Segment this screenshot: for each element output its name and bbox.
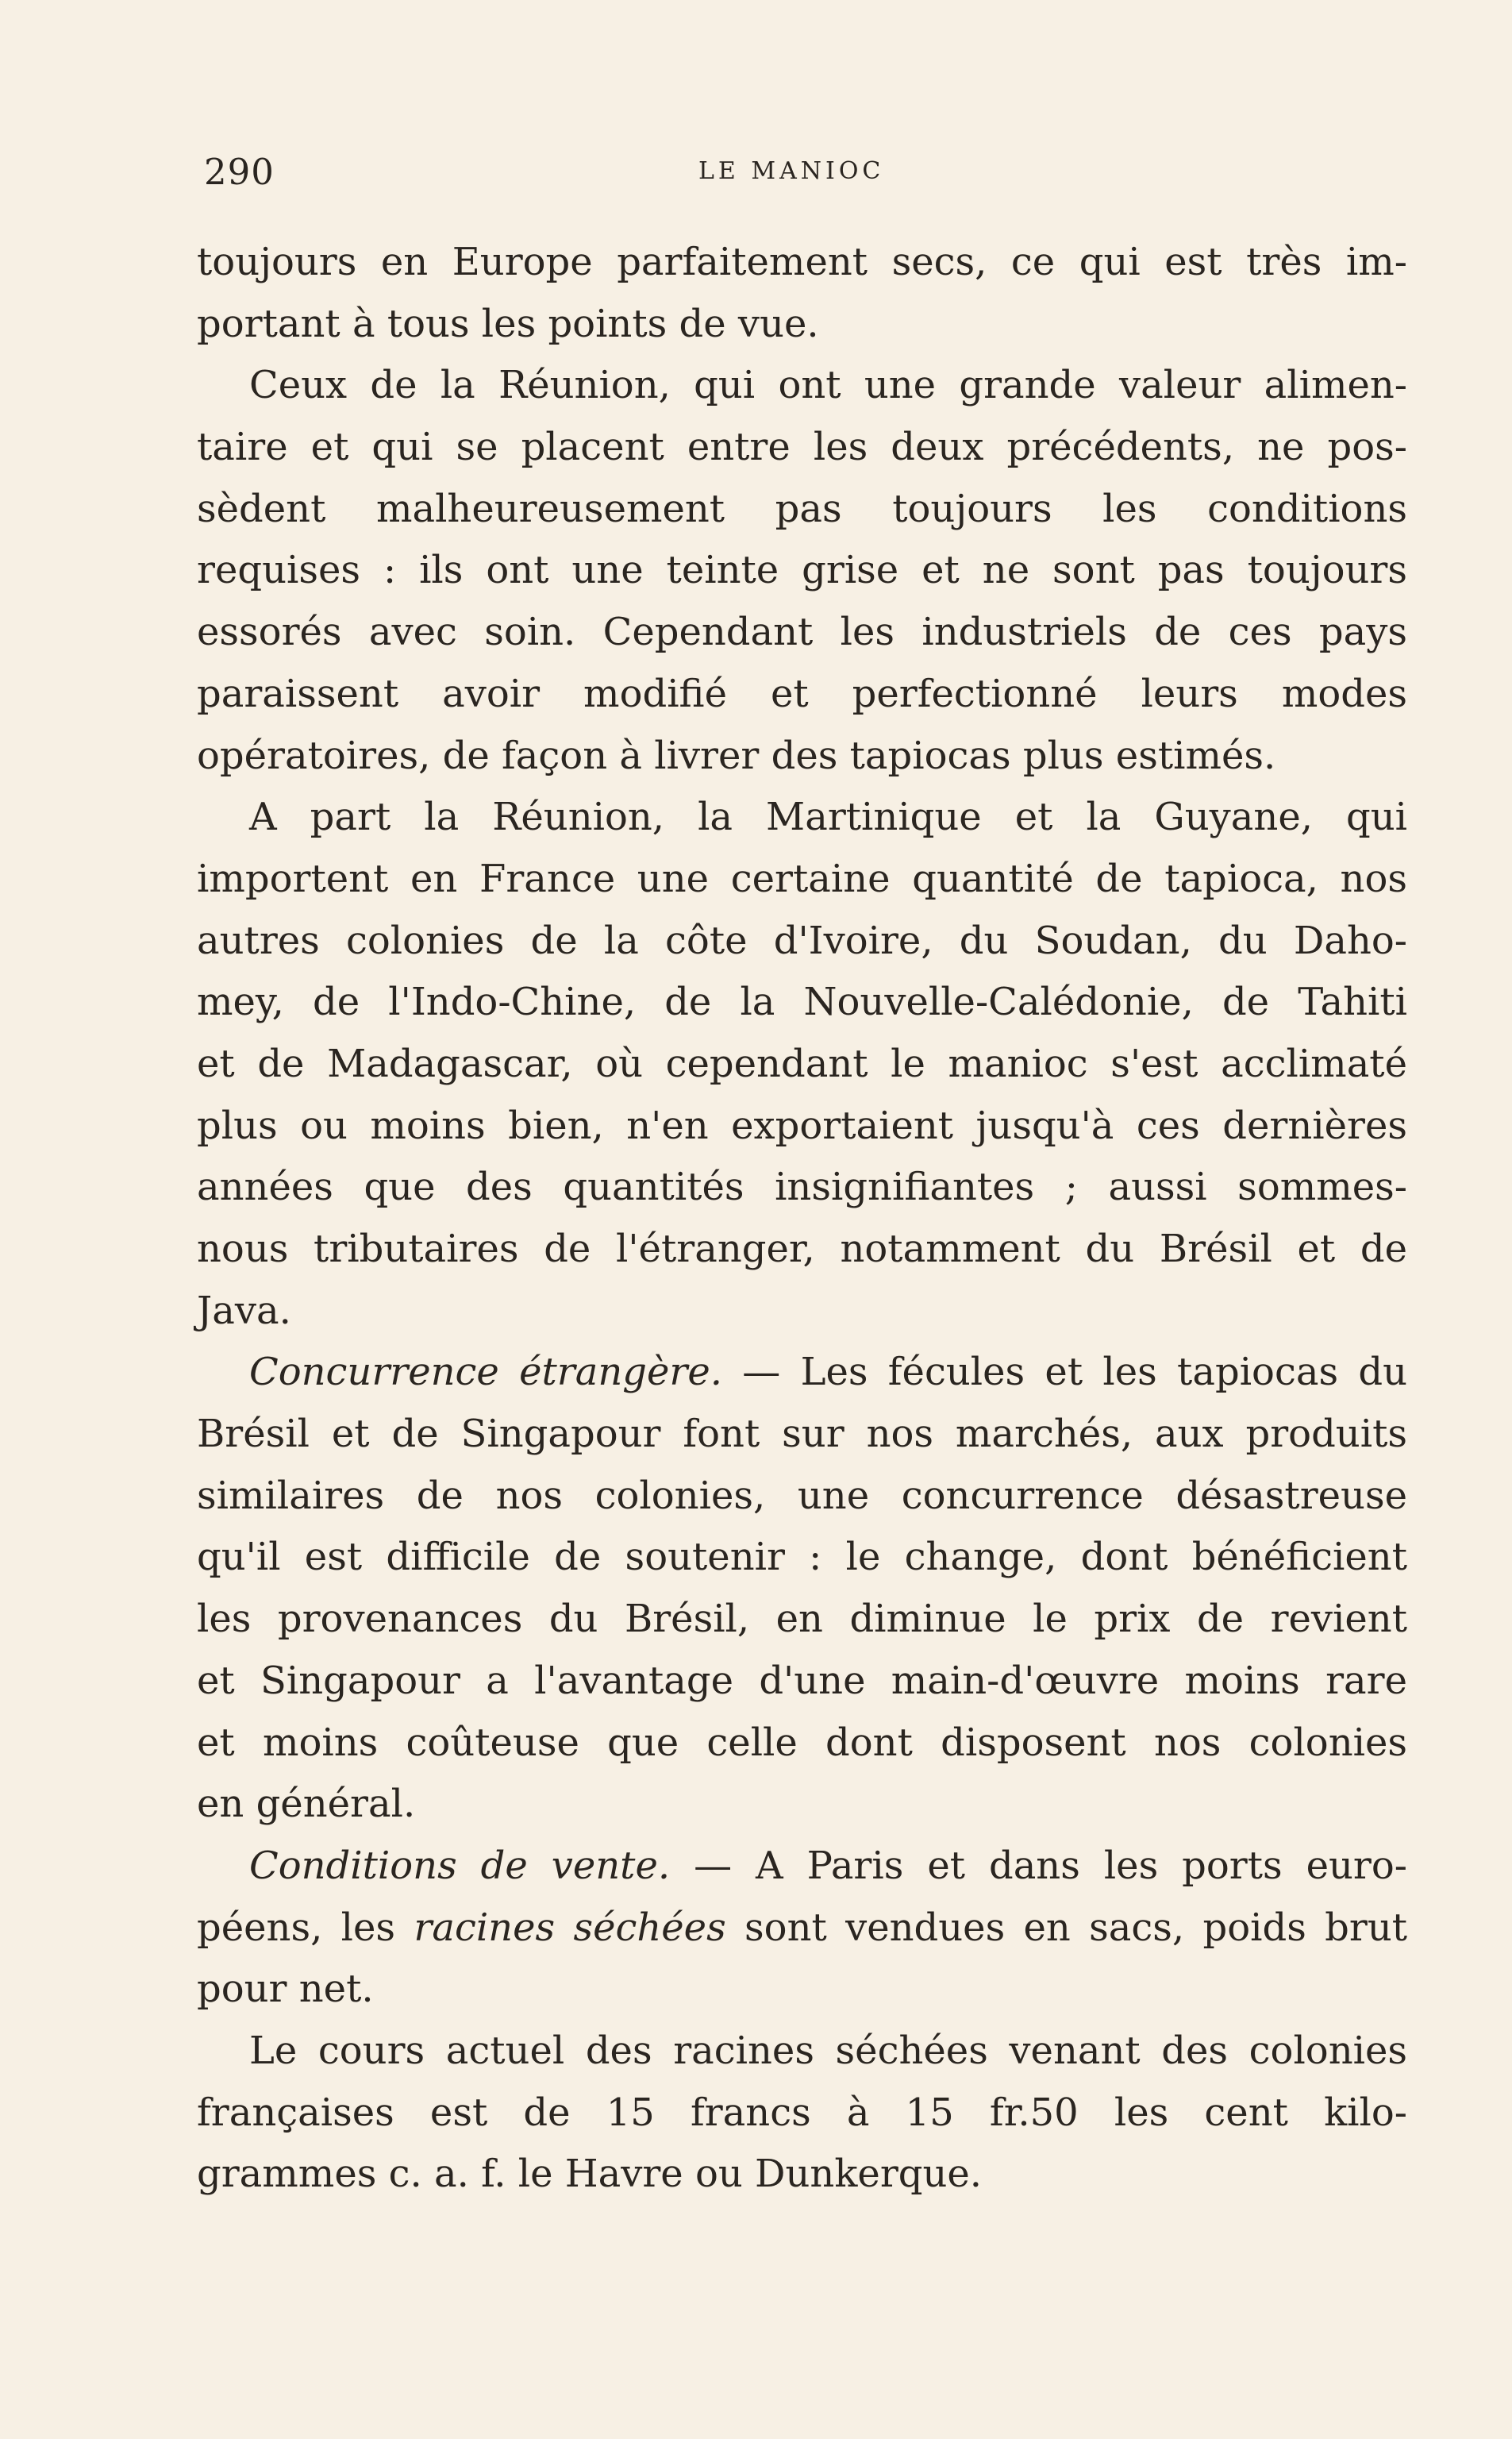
- text-line: [197, 972, 1407, 1034]
- text-segment: paraissent avoir modifié et perfectionné leurs modes: [197, 671, 1407, 716]
- text-segment: essorés avec soin. Cependant les industriels de ces pays: [197, 610, 1407, 655]
- text-segment: — Les fécules et les tapiocas du: [722, 1350, 1407, 1395]
- text-segment: années que des quantités insignifiantes ; aussi sommes-: [197, 1165, 1407, 1210]
- text-line: [197, 1959, 1407, 2021]
- text-line: [197, 1527, 1407, 1589]
- text-line: [197, 1589, 1407, 1651]
- text-line: [197, 1096, 1407, 1158]
- text-line: [197, 1898, 1407, 1959]
- text-line: [197, 1651, 1407, 1713]
- text-segment: et de Madagascar, où cependant le manioc s'est acclimaté: [197, 1041, 1407, 1086]
- text-line: [197, 479, 1407, 541]
- text-line: [197, 1034, 1407, 1096]
- text-line: [197, 664, 1407, 726]
- running-head: LE MANIOC: [698, 157, 885, 185]
- text-segment: en général.: [197, 1782, 416, 1827]
- text-segment: Ceux de la Réunion, qui ont une grande valeur alimen-: [249, 363, 1407, 408]
- text-segment: Brésil et de Singapour font sur nos marchés, aux produits: [197, 1412, 1407, 1457]
- text-line: [197, 1466, 1407, 1528]
- text-segment: et moins coûteuse que celle dont disposent nos colonies: [197, 1720, 1407, 1765]
- text-line: [197, 1713, 1407, 1774]
- paragraph-start-line: [197, 1342, 1407, 1404]
- text-line: [197, 1281, 1407, 1343]
- text-line: [197, 726, 1407, 788]
- paragraph-start-line: [197, 355, 1407, 417]
- text-line: [197, 2083, 1407, 2144]
- paragraph-start-line: [197, 787, 1407, 849]
- text-segment: importent en France une certaine quantité de tapioca, nos: [197, 856, 1407, 901]
- text-segment: et Singapour a l'avantage d'une main-d'œuvre moins rare: [197, 1658, 1407, 1703]
- paragraph-start-line: [197, 2021, 1407, 2083]
- text-segment: similaires de nos colonies, une concurrence désastreuse: [197, 1473, 1407, 1518]
- section-heading-conditions: Conditions de vente.: [249, 1843, 671, 1888]
- text-segment: les provenances du Brésil, en diminue le prix de revient: [197, 1597, 1407, 1642]
- text-segment: péens, les: [197, 1905, 414, 1950]
- text-segment: toujours en Europe parfaitement secs, ce qui est très im-: [197, 240, 1407, 284]
- text-segment: A part la Réunion, la Martinique et la Guyane, qui: [249, 795, 1407, 840]
- text-segment: opératoires, de façon à livrer des tapiocas plus estimés.: [197, 733, 1276, 778]
- section-heading-concurrence: Concurrence étrangère.: [249, 1350, 723, 1395]
- text-segment: pour net.: [197, 1967, 374, 2012]
- text-line: [197, 294, 1407, 356]
- text-line: [197, 1157, 1407, 1219]
- text-line: [197, 602, 1407, 664]
- text-line: [197, 1219, 1407, 1281]
- text-segment: — A Paris et dans les ports euro-: [670, 1843, 1407, 1888]
- text-segment: portant à tous les points de vue.: [197, 301, 819, 346]
- text-line: [197, 911, 1407, 973]
- text-line: [197, 540, 1407, 602]
- text-line: [197, 849, 1407, 911]
- text-segment: Java.: [197, 1288, 291, 1333]
- text-segment: grammes c. a. f. le Havre ou Dunkerque.: [197, 2152, 983, 2197]
- emphasis-racines-sechees: racines séchées: [414, 1905, 726, 1950]
- text-segment: plus ou moins bien, n'en exportaient jusqu'à ces dernières: [197, 1103, 1407, 1148]
- text-segment: Le cours actuel des racines séchées venant des colonies: [249, 2028, 1407, 2073]
- page-number: 290: [204, 151, 275, 193]
- text-segment: taire et qui se placent entre les deux précédents, ne pos-: [197, 425, 1407, 470]
- text-line: [197, 1404, 1407, 1466]
- text-segment: françaises est de 15 francs à 15 fr.50 les cent kilo-: [197, 2090, 1407, 2135]
- text-segment: sont vendues en sacs, poids brut: [725, 1905, 1408, 1950]
- text-segment: mey, de l'Indo-Chine, de la Nouvelle-Calédonie, de Tahiti: [197, 980, 1407, 1025]
- text-line: [197, 417, 1407, 479]
- text-line: [197, 2144, 1407, 2206]
- text-segment: autres colonies de la côte d'Ivoire, du Soudan, du Daho-: [197, 918, 1407, 963]
- text-segment: sèdent malheureusement pas toujours les conditions: [197, 486, 1407, 531]
- text-line: [197, 232, 1407, 294]
- text-segment: nous tributaires de l'étranger, notamment du Brésil et de: [197, 1227, 1407, 1271]
- body-text: [197, 232, 1407, 2206]
- text-line: [197, 1774, 1407, 1836]
- text-segment: requises : ils ont une teinte grise et ne sont pas toujours: [197, 548, 1407, 593]
- paragraph-start-line: [197, 1836, 1407, 1898]
- text-segment: qu'il est difficile de soutenir : le change, dont bénéficient: [197, 1535, 1407, 1580]
